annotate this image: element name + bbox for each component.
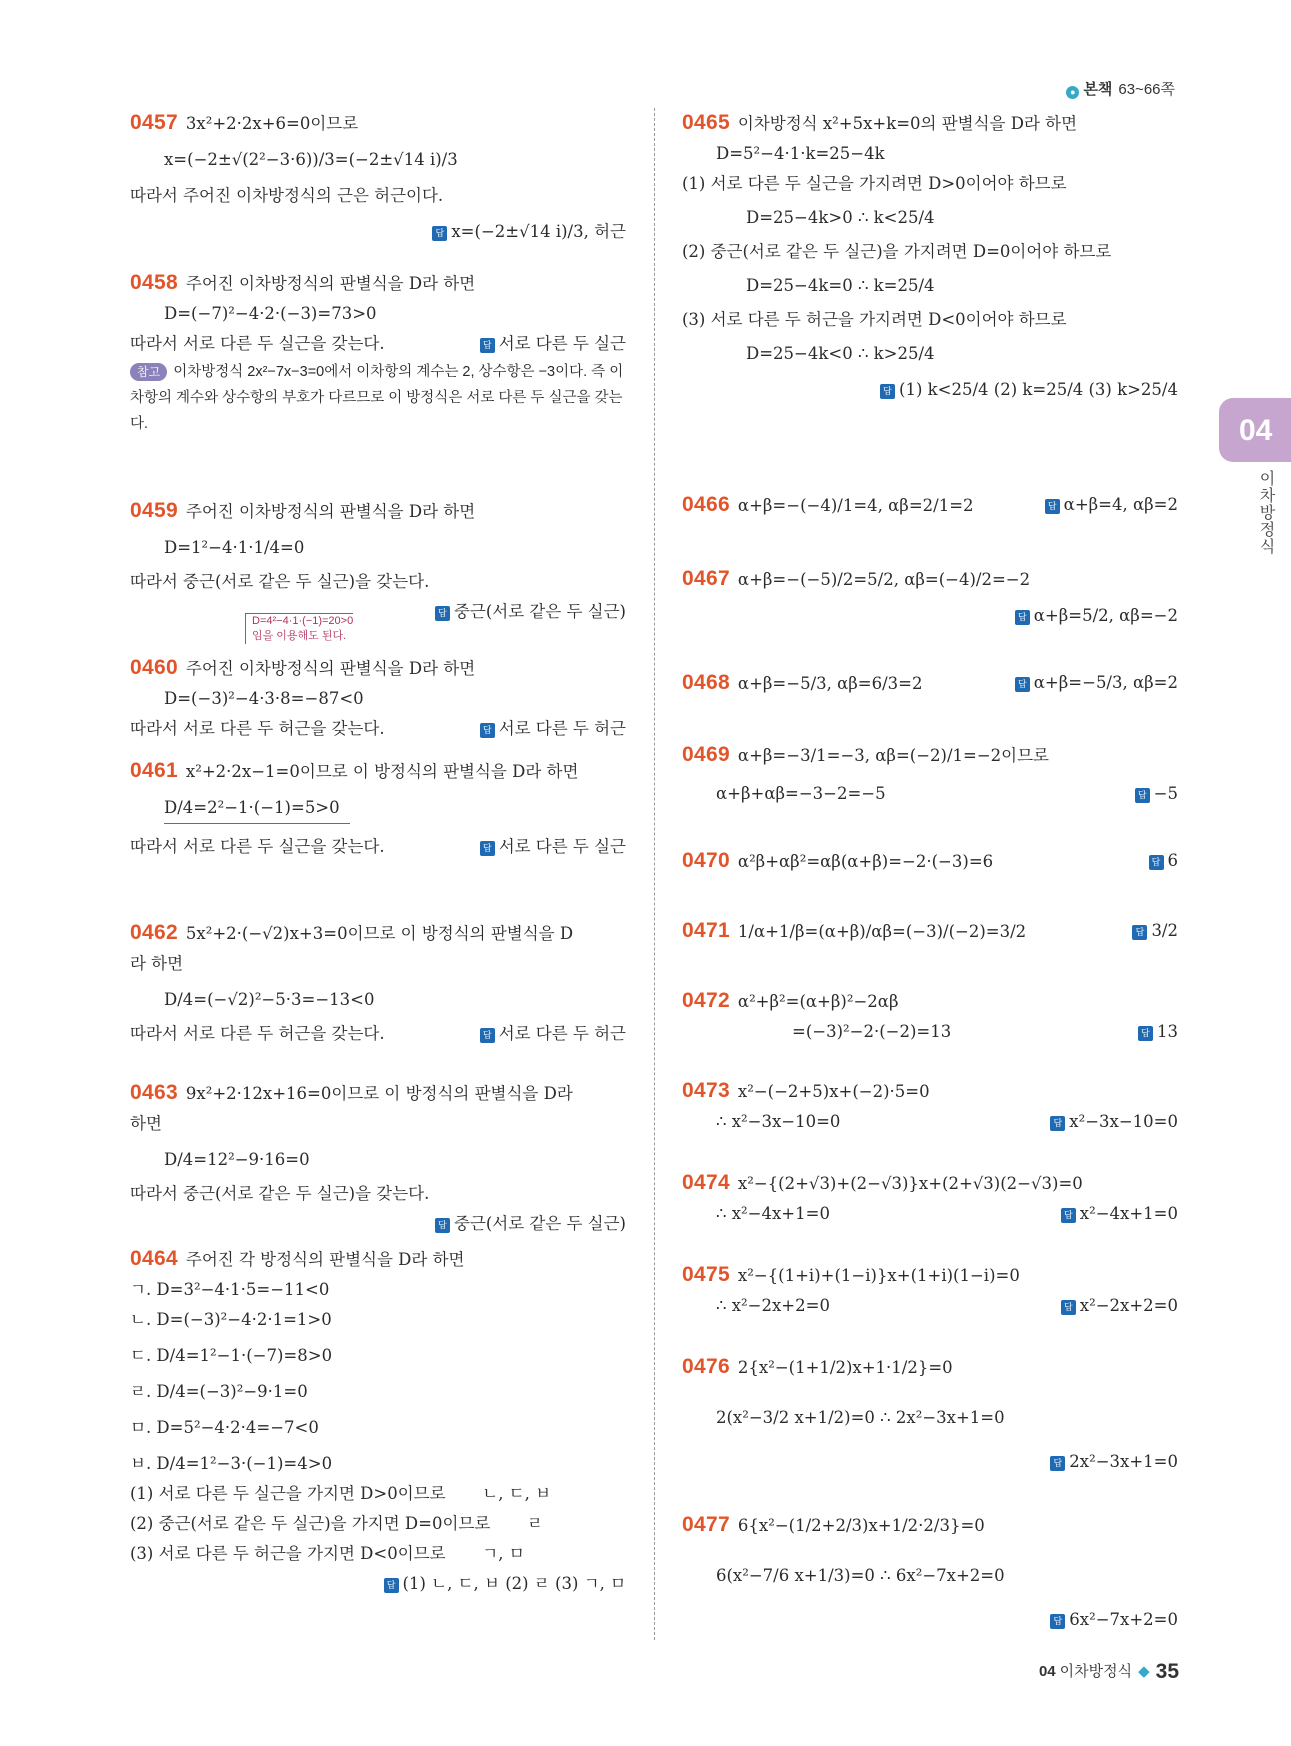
equation: =(−3)²−2·(−2)=13 [792,1022,952,1041]
problem-number: 0465 [682,111,730,134]
note-badge: 참고 [130,363,167,381]
answer-text: 서로 다른 두 실근 [498,334,626,353]
answer [1050,1107,1178,1137]
list-item: ㄱ. D=3²−4·1·5=−11<0 [130,1280,330,1299]
chapter-tab-number: 04 [1239,414,1273,447]
solution-line: D/4=2²−1·(−1)=5>0 [164,793,350,824]
answer-icon: 답 [1061,1300,1076,1315]
answer-icon: 답 [1138,1026,1153,1041]
answer [1138,1017,1178,1047]
page-reference [1066,78,1175,99]
list-item: ㅂ. D/4=1²−3·(−1)=4>0 [130,1454,333,1473]
solution-line [130,1539,626,1569]
footer-chapter-number: 04 [1038,1663,1056,1680]
answer-text: 2x²−3x+1=0 [1069,1452,1178,1471]
solution-line: 하면 [130,1114,162,1133]
answer-text: 서로 다른 두 실근 [498,837,626,856]
reference-icon: ● [1066,86,1079,99]
solution-line [130,1479,626,1509]
solution-line [130,832,626,862]
answer [480,329,626,359]
answer [480,832,626,862]
solution-line: x=(−2±√(2²−3·6))/3=(−2±√14 i)/3 [164,150,458,169]
reference-note [130,359,626,437]
answer-text: 13 [1157,1022,1178,1041]
problem-0471 [682,916,1178,947]
solution-line [682,1107,1178,1137]
solution-line: (2) 중근(서로 같은 두 실근)을 가지려면 D=0이어야 하므로 [682,242,1112,261]
answer [682,1605,1178,1635]
problem-number: 0464 [130,1247,178,1270]
solution-line [682,779,1178,809]
answer-icon: 답 [1050,1116,1065,1131]
equation: x²−{(1+i)+(1−i)}x+(1+i)(1−i)=0 [737,1266,1020,1285]
case-text: (2) 중근(서로 같은 두 실근)을 가지면 D=0이므로 [130,1514,491,1533]
note-text: 이차방정식 2x²−7x−3=0에서 이차항의 계수는 2, 상수항은 −3이다. 즉 이차항의 계수와 상수항의 부호가 다르므로 이 방정식은 서로 다른 두 실근을 갖는다. [130,364,624,432]
solution-line: 라 하면 [130,954,184,973]
problem-number: 0462 [130,921,178,944]
answer [480,714,626,744]
chapter-tab [1219,398,1291,462]
answer-icon: 답 [1132,925,1147,940]
answer-text: x²−3x−10=0 [1069,1112,1178,1131]
solution-line [682,846,1178,877]
problem-number: 0460 [130,656,178,679]
problem-0467 [682,564,1178,631]
problem-number: 0461 [130,759,178,782]
case-text: (1) 서로 다른 두 실근을 가지면 D>0이므로 [130,1484,446,1503]
answer [1061,1199,1178,1229]
solution-line: (1) 서로 다른 두 실근을 가지려면 D>0이어야 하므로 [682,174,1067,193]
solution-line: D/4=12²−9·16=0 [164,1150,310,1169]
answer [130,597,626,627]
solution-line [130,1509,626,1539]
answer [1132,916,1178,947]
solution-line: 3x²+2·2x+6=0이므로 [185,114,359,133]
solution-line: D/4=(−√2)²−5·3=−13<0 [164,990,375,1009]
answer-text: x=(−2±√14 i)/3, 허근 [451,222,626,241]
problem-number: 0466 [682,493,730,516]
answer [1149,846,1179,877]
case-value: ㄹ [527,1514,543,1533]
problem-0472 [682,986,1178,1047]
page-number: 35 [1155,1660,1179,1683]
problem-0462 [130,918,626,1049]
equation: ∴ x²−3x−10=0 [716,1112,841,1131]
answer-icon: 답 [435,606,450,621]
problem-number: 0474 [682,1171,730,1194]
column-divider [654,108,655,1640]
problem-number: 0458 [130,271,178,294]
equation: ∴ x²−2x+2=0 [716,1296,830,1315]
answer-text: −5 [1153,784,1178,803]
solution-line [682,1017,1178,1047]
equation: α²+β²=(α+β)²−2αβ [737,992,899,1011]
conclusion: 따라서 서로 다른 두 실근을 갖는다. [130,334,385,353]
solution-line: x²+2·2x−1=0이므로 이 방정식의 판별식을 D라 하면 [185,762,579,781]
answer-icon: 답 [1149,855,1164,870]
list-item: ㄹ. D/4=(−3)²−9·1=0 [130,1382,308,1401]
side-note-line: 임을 이용해도 된다. [252,630,347,642]
conclusion: 따라서 서로 다른 두 허근을 갖는다. [130,1024,385,1043]
solution-line: 9x²+2·12x+16=0이므로 이 방정식의 판별식을 D라 [185,1084,573,1103]
answer-text: 중근(서로 같은 두 실근) [453,1214,626,1233]
solution-line [130,714,626,744]
answer [1045,490,1178,521]
case-value: ㄱ, ㅁ [482,1544,525,1563]
equation: 1/α+1/β=(α+β)/αβ=(−3)/(−2)=3/2 [737,922,1027,941]
solution-line: D=25−4k>0 ∴ k<25/4 [746,208,935,227]
answer-text: x²−4x+1=0 [1079,1204,1178,1223]
answer [130,1569,626,1599]
problem-0474 [682,1168,1178,1229]
answer-icon: 답 [1061,1208,1076,1223]
problem-0465 [682,108,1178,405]
problem-number: 0472 [682,989,730,1012]
list-item: ㄷ. D/4=1²−1·(−7)=8>0 [130,1346,333,1365]
solution-line [682,668,1178,699]
chapter-tab-label: 이차방정식 [1257,470,1274,555]
answer-text: α+β=5/2, αβ=−2 [1033,606,1178,625]
solution-line: 이차방정식 x²+5x+k=0의 판별식을 D라 하면 [737,114,1078,133]
problem-0466 [682,490,1178,521]
answer-icon: 답 [384,1578,399,1593]
list-item: ㄴ. D=(−3)²−4·2·1=1>0 [130,1310,332,1329]
answer [1061,1291,1178,1321]
solution-line: D=25−4k<0 ∴ k>25/4 [746,344,935,363]
solution-line: 6(x²−7/6 x+1/3)=0 ∴ 6x²−7x+2=0 [716,1566,1005,1585]
reference-book: 본책 [1083,81,1113,98]
answer-icon: 답 [480,841,495,856]
answer-icon: 답 [1045,499,1060,514]
solution-line: D=5²−4·1·k=25−4k [716,144,885,163]
problem-0477 [682,1510,1178,1635]
answer-icon: 답 [1050,1456,1065,1471]
problem-0475 [682,1260,1178,1321]
equation: α+β=−5/3, αβ=6/3=2 [737,674,923,693]
case-value: ㄴ, ㄷ, ㅂ [482,1484,552,1503]
problem-0458 [130,268,626,437]
problem-0476 [682,1352,1178,1477]
equation: x²−(−2+5)x+(−2)·5=0 [737,1082,930,1101]
solution-line: 주어진 각 방정식의 판별식을 D라 하면 [185,1250,465,1269]
problem-0470 [682,846,1178,877]
equation: 6{x²−(1/2+2/3)x+1/2·2/3}=0 [737,1516,985,1535]
answer-text: 6 [1167,851,1178,870]
solution-line: D=25−4k=0 ∴ k=25/4 [746,276,935,295]
problem-number: 0468 [682,671,730,694]
reference-pages: 63~66쪽 [1118,81,1175,98]
equation: ∴ x²−4x+1=0 [716,1204,830,1223]
problem-number: 0473 [682,1079,730,1102]
solution-line: 따라서 중근(서로 같은 두 실근)을 갖는다. [130,1184,430,1203]
problem-0464 [130,1244,626,1599]
solution-line: D=1²−4·1·1/4=0 [164,538,305,557]
solution-line: 2(x²−3/2 x+1/2)=0 ∴ 2x²−3x+1=0 [716,1408,1005,1427]
answer-text: x²−2x+2=0 [1079,1296,1178,1315]
conclusion: 따라서 서로 다른 두 실근을 갖는다. [130,837,385,856]
equation: α+β=−(−4)/1=4, αβ=2/1=2 [737,496,974,515]
answer-icon: 답 [435,1218,450,1233]
answer-text: 중근(서로 같은 두 실근) [453,602,626,621]
page-footer [1039,1660,1179,1684]
answer-icon: 답 [1050,1614,1065,1629]
answer [682,601,1178,631]
solution-line [682,1291,1178,1321]
solution-line [130,329,626,359]
problem-number: 0471 [682,919,730,942]
answer-icon: 답 [1015,610,1030,625]
answer-icon: 답 [880,384,895,399]
solution-line: D=(−3)²−4·3·8=−87<0 [164,689,364,708]
equation: x²−{(2+√3)+(2−√3)}x+(2+√3)(2−√3)=0 [737,1174,1083,1193]
footer-chapter-name: 이차방정식 [1059,1663,1133,1680]
answer [1015,668,1178,699]
list-item: ㅁ. D=5²−4·2·4=−7<0 [130,1418,319,1437]
problem-0461 [130,756,626,862]
equation: α+β=−3/1=−3, αβ=(−2)/1=−2이므로 [737,746,1049,765]
answer-text: (1) ㄴ, ㄷ, ㅂ (2) ㄹ (3) ㄱ, ㅁ [402,1574,626,1593]
solution-line [682,916,1178,947]
answer-text: 6x²−7x+2=0 [1069,1610,1178,1629]
problem-0469 [682,740,1178,809]
answer-text: α+β=4, αβ=2 [1063,495,1178,514]
problem-number: 0477 [682,1513,730,1536]
answer-icon: 답 [1015,677,1030,692]
solution-line: 주어진 이차방정식의 판별식을 D라 하면 [185,502,476,521]
problem-0463 [130,1078,626,1239]
solution-line [682,490,1178,521]
answer [1135,779,1178,809]
problem-number: 0459 [130,499,178,522]
problem-0460 [130,653,626,744]
side-note [245,613,353,644]
answer [682,375,1178,405]
solution-line: 5x²+2·(−√2)x+3=0이므로 이 방정식의 판별식을 D [185,924,574,943]
problem-0468 [682,668,1178,699]
solution-line [130,1019,626,1049]
problem-0473 [682,1076,1178,1137]
equation: α+β=−(−5)/2=5/2, αβ=(−4)/2=−2 [737,570,1031,589]
answer [682,1447,1178,1477]
problem-0459 [130,496,626,627]
answer-icon: 답 [480,1028,495,1043]
answer-icon: 답 [480,338,495,353]
solution-line [682,1199,1178,1229]
equation: α+β+αβ=−3−2=−5 [716,784,886,803]
equation: 2{x²−(1+1/2)x+1·1/2}=0 [737,1358,953,1377]
answer-text: α+β=−5/3, αβ=2 [1033,673,1178,692]
problem-number: 0476 [682,1355,730,1378]
problem-number: 0470 [682,849,730,872]
solution-line: 주어진 이차방정식의 판별식을 D라 하면 [185,659,476,678]
problem-number: 0457 [130,111,178,134]
answer-text: 서로 다른 두 허근 [498,1024,626,1043]
conclusion: 따라서 서로 다른 두 허근을 갖는다. [130,719,385,738]
problem-number: 0463 [130,1081,178,1104]
side-note-line: D=4²−4·1·(−1)=20>0 [252,615,354,627]
answer [130,1209,626,1239]
solution-line: D=(−7)²−4·2·(−3)=73>0 [164,304,377,323]
case-text: (3) 서로 다른 두 허근을 가지면 D<0이므로 [130,1544,446,1563]
equation: α²β+αβ²=αβ(α+β)=−2·(−3)=6 [737,852,994,871]
problem-number: 0467 [682,567,730,590]
answer-text: 서로 다른 두 허근 [498,719,626,738]
solution-line: 주어진 이차방정식의 판별식을 D라 하면 [185,274,476,293]
solution-line: 따라서 주어진 이차방정식의 근은 허근이다. [130,186,444,205]
solution-line: (3) 서로 다른 두 허근을 가지려면 D<0이어야 하므로 [682,310,1067,329]
answer-icon: 답 [1135,788,1150,803]
problem-number: 0475 [682,1263,730,1286]
solution-line: 따라서 중근(서로 같은 두 실근)을 갖는다. [130,572,430,591]
answer-text: 3/2 [1151,921,1178,940]
answer [130,217,626,247]
answer-text: (1) k<25/4 (2) k=25/4 (3) k>25/4 [899,380,1178,399]
answer-icon: 답 [432,226,447,241]
answer [480,1019,626,1049]
problem-0457 [130,108,626,247]
answer-icon: 답 [480,723,495,738]
diamond-icon: ◆ [1138,1663,1150,1680]
problem-number: 0469 [682,743,730,766]
